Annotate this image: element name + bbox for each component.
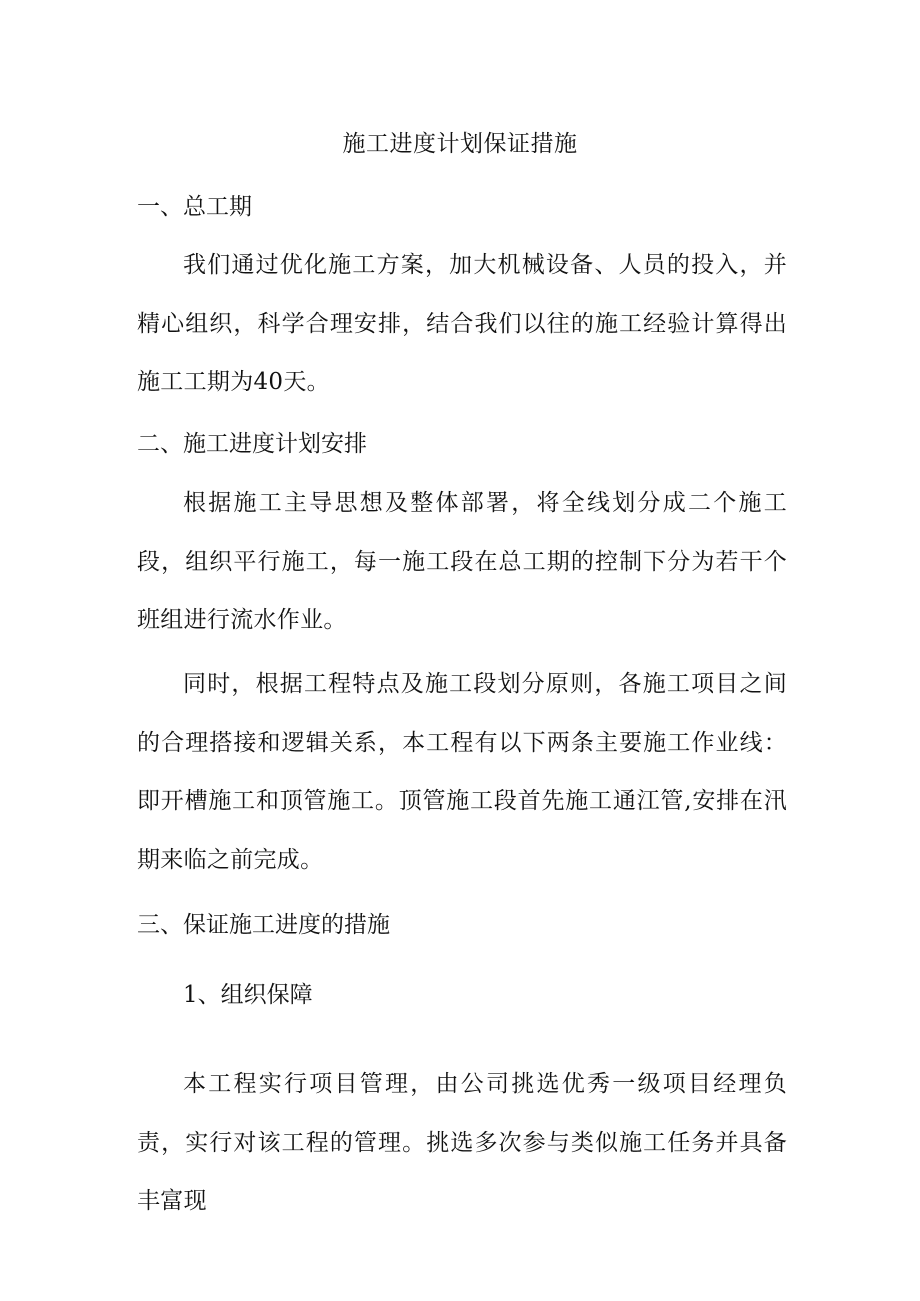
section-3-paragraph-1: 本工程实行项目管理，由公司挑选优秀一级项目经理负责，实行对该工程的管理。挑选多次参与类似施工任务并具备丰富现 [137, 1071, 787, 1214]
section-2-paragraph-1: 根据施工主导思想及整体部署，将全线划分成二个施工段，组织平行施工，每一施工段在总工期的控制下分为若干个班组进行流水作业。 [137, 490, 787, 633]
section-1-paragraph-1: 我们通过优化施工方案，加大机械设备、人员的投入，并精心组织，科学合理安排，结合我们以往的施工经验计算得出施工工期为40天。 [137, 252, 787, 395]
section-3-subheading: 1、组织保障 [183, 982, 313, 1008]
section-heading-1: 一、总工期 [137, 194, 252, 220]
section-heading-3: 三、保证施工进度的措施 [137, 912, 390, 938]
section-2-paragraph-2: 同时，根据工程特点及施工段划分原则，各施工项目之间的合理搭接和逻辑关系，本工程有以下两条主要施工作业线：即开槽施工和顶管施工。顶管施工段首先施工通江管,安排在汛期来临之前完成。 [137, 671, 787, 873]
document-title: 施工进度计划保证措施 [342, 131, 578, 157]
section-heading-2: 二、施工进度计划安排 [137, 431, 367, 457]
